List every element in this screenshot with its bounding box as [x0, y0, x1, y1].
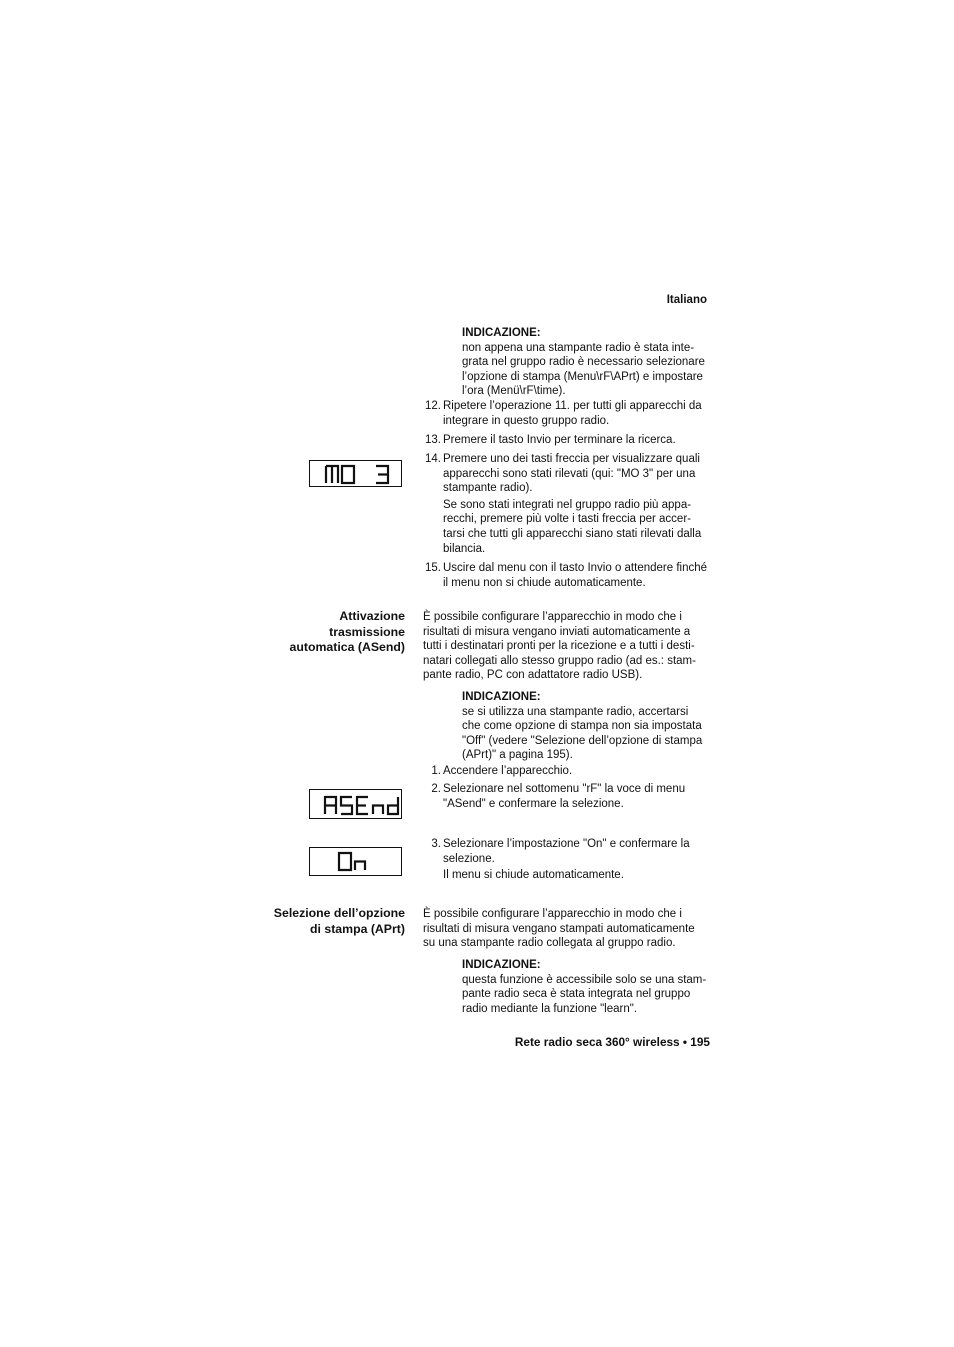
body-line: È possibile configurare l’apparecchio in modo che i [423, 908, 682, 920]
step-line: Il menu si chiude automaticamente. [443, 869, 624, 882]
segment-3 [376, 466, 388, 483]
heading-line: Selezione dell’opzione [273, 906, 405, 920]
step-line: Premere il tasto Invio per terminare la ricerca. [443, 434, 676, 446]
display-mo3-segments [310, 461, 403, 488]
note-line: se si utilizza una stampante radio, accertarsi [462, 705, 689, 718]
section-body-asend [423, 610, 713, 683]
note-line: radio mediante la funzione "learn". [462, 1002, 638, 1015]
body-line: risultati di misura vengano inviati automaticamente a [423, 625, 691, 638]
footer-text: Rete radio seca 360° wireless • 195 [514, 1035, 710, 1049]
step-15 [423, 561, 713, 590]
note-line: non appena una stampante radio è stata inte- [462, 341, 695, 354]
step-number: 2. [431, 783, 441, 795]
note-line: grata nel gruppo radio è necessario selezionare [462, 356, 705, 369]
note-line: pante radio seca è stata integrata nel gruppo [462, 988, 691, 1001]
step-number: 13. [425, 434, 441, 446]
step-line: Uscire dal menu con il tasto Invio o attendere finché [443, 562, 708, 574]
heading-line: Attivazione [339, 609, 405, 623]
step-number: 3. [431, 838, 441, 850]
segment-M [326, 466, 338, 483]
step-number: 12. [425, 400, 441, 412]
body-line: natari collegati allo stesso gruppo radio (ad es.: stam- [423, 654, 696, 667]
step-line: recchi, premere più volte i tasti freccia per accer- [443, 513, 691, 526]
note-title: INDICAZIONE: [462, 691, 541, 703]
step-1 [423, 764, 713, 779]
step-line: Selezionare l’impostazione "On" e confermare la [443, 838, 690, 850]
segment-n [355, 862, 365, 871]
language-label: Italiano [666, 294, 707, 306]
segment-n [373, 806, 383, 815]
note-line: "Off" (vedere "Selezione dell’opzione di stampa [462, 734, 703, 747]
section-heading-asend [230, 609, 405, 656]
body-line: su una stampante radio collegata al gruppo radio. [423, 937, 676, 950]
display-mo3 [309, 460, 402, 487]
display-on [309, 847, 402, 876]
step-number: 15. [425, 562, 441, 574]
step-line: Accendere l’apparecchio. [443, 765, 573, 777]
step-line: Premere uno dei tasti freccia per visualizzare quali [443, 453, 700, 465]
step-line: apparecchi sono stati rilevati (qui: "MO 3" per una [443, 467, 696, 480]
display-asend-segments [310, 790, 403, 820]
note-line: questa funzione è accessibile solo se una stam- [462, 973, 707, 986]
segment-d [388, 797, 398, 814]
note-line: l’opzione di stampa (Menu\rF\APrt) e impostare [462, 370, 703, 383]
heading-line: automatica (ASend) [289, 640, 405, 654]
segment-S [341, 797, 352, 814]
note-block [462, 690, 712, 763]
step-line: tarsi che tutti gli apparecchi siano stati rilevati dalla [443, 527, 702, 540]
step-number: 14. [425, 453, 441, 465]
segment-O [342, 466, 354, 483]
step-line: il menu non si chiude automaticamente. [443, 576, 646, 589]
step-13 [423, 433, 713, 448]
body-line: tutti i destinatari pronti per la ricezione e a tutti i desti- [423, 640, 695, 653]
step-line: integrare in questo gruppo radio. [443, 414, 610, 427]
page-footer [460, 1035, 710, 1050]
heading-line: trasmissione [329, 624, 405, 639]
step-line: stampante radio). [443, 482, 533, 495]
step-line: Ripetere l’operazione 11. per tutti gli apparecchi da [443, 400, 702, 412]
body-line: pante radio, PC con adattatore radio USB). [423, 669, 643, 682]
note-block [462, 326, 712, 399]
step-line: "ASend" e confermare la selezione. [443, 797, 624, 810]
segment-A [325, 797, 336, 814]
section-heading-aprt [230, 906, 405, 937]
segment-E [357, 797, 368, 814]
note-title: INDICAZIONE: [462, 959, 541, 971]
step-number: 1. [431, 765, 441, 777]
step-line: selezione. [443, 852, 495, 865]
step-2 [423, 782, 713, 811]
note-block [462, 958, 712, 1016]
step-line: bilancia. [443, 542, 486, 555]
segment-O [339, 853, 351, 870]
step-3 [423, 837, 713, 883]
step-12 [423, 399, 713, 428]
note-title: INDICAZIONE: [462, 327, 541, 339]
step-line: Selezionare nel sottomenu "rF" la voce di menu [443, 783, 686, 795]
note-line: (APrt)" a pagina 195). [462, 749, 573, 762]
step-line: Se sono stati integrati nel gruppo radio più appa- [443, 498, 692, 511]
display-on-segments [310, 848, 403, 877]
body-line: risultati di misura vengano stampati automaticamente [423, 922, 695, 935]
note-line: l’ora (Menü\rF\time). [462, 385, 566, 398]
step-14 [423, 452, 713, 556]
display-asend [309, 789, 402, 819]
section-body-aprt [423, 907, 713, 951]
heading-line: di stampa (APrt) [310, 921, 405, 936]
note-line: che come opzione di stampa non sia impostata [462, 720, 702, 733]
body-line: È possibile configurare l’apparecchio in modo che i [423, 611, 682, 623]
